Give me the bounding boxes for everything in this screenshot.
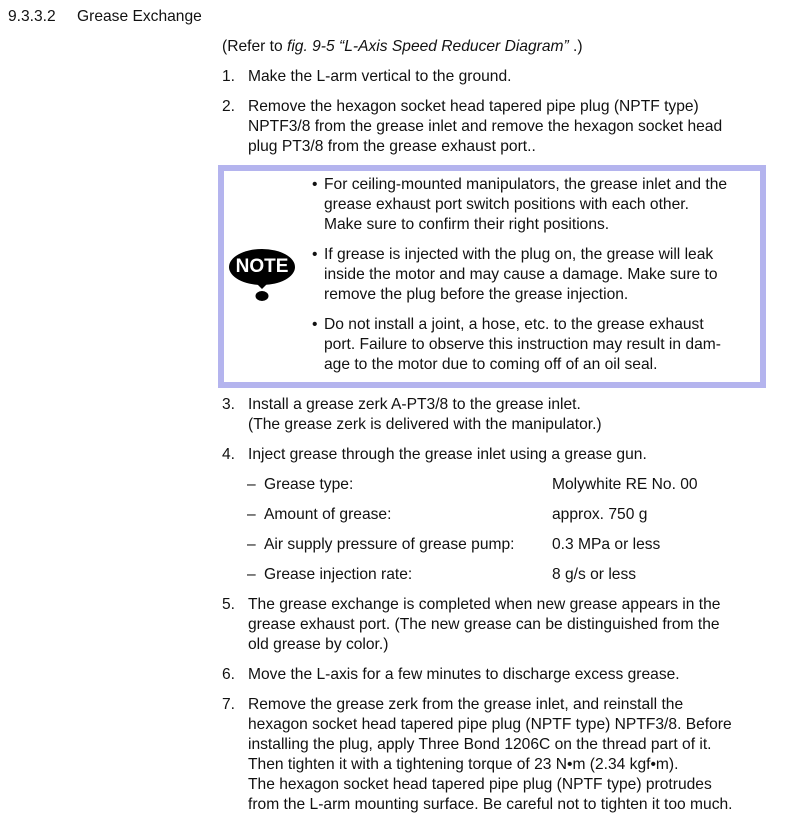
note-text: For ceiling-mounted manipulators, the grease inlet and the — [324, 176, 728, 193]
step-number: 1. — [222, 68, 236, 85]
step-text: NPTF3/8 from the grease inlet and remove the hexagon socket head — [248, 118, 723, 135]
note-text: inside the motor and may cause a damage. Make sure to — [324, 266, 718, 283]
spec-value: 0.3 MPa or less — [552, 536, 661, 553]
step-text: installing the plug, apply Three Bond 1206C on the thread part of it. — [248, 736, 712, 753]
note-text: Make sure to confirm their right positions. — [324, 216, 610, 233]
spec-value: 8 g/s or less — [552, 566, 637, 583]
step-number: 5. — [222, 596, 236, 613]
spec-label: Amount of grease: — [264, 506, 392, 523]
step-text: Make the L-arm vertical to the ground. — [248, 68, 512, 85]
spec-label: Air supply pressure of grease pump: — [264, 536, 515, 553]
figure-reference — [222, 37, 583, 57]
section-title: Grease Exchange — [77, 8, 202, 25]
note-label: NOTE — [235, 256, 289, 277]
spec-dash: – — [247, 566, 256, 583]
step-text: hexagon socket head tapered pipe plug (NPTF type) NPTF3/8. Before — [248, 716, 732, 733]
note-bullet: • — [312, 316, 318, 333]
step-number: 4. — [222, 446, 236, 463]
step-text: plug PT3/8 from the grease exhaust port.. — [248, 138, 536, 155]
spec-dash: – — [247, 506, 256, 523]
step-text: The grease exchange is completed when new grease appears in the — [248, 596, 721, 613]
spec-label: Grease type: — [264, 476, 354, 493]
step-text: from the L-arm mounting surface. Be careful not to tighten it too much. — [248, 796, 733, 813]
note-text: grease exhaust port switch positions with each other. — [324, 196, 689, 213]
step-number: 7. — [222, 696, 236, 713]
step-text: Remove the hexagon socket head tapered pipe plug (NPTF type) — [248, 98, 699, 115]
refer-prefix: (Refer to — [222, 38, 287, 55]
figure-link: fig. 9-5 — [287, 38, 335, 55]
step-text: Then tighten it with a tightening torque of 23 N•m (2.34 kgf•m). — [248, 756, 679, 773]
step-text: grease exhaust port. (The new grease can be distinguished from the — [248, 616, 720, 633]
step-text: The hexagon socket head tapered pipe plug (NPTF type) protrudes — [248, 776, 712, 793]
step-number: 2. — [222, 98, 236, 115]
refer-suffix: .) — [568, 38, 583, 55]
note-bullet: • — [312, 246, 318, 263]
note-text: age to the motor due to coming off of an oil seal. — [324, 356, 658, 373]
step-number: 6. — [222, 666, 236, 683]
step-text: (The grease zerk is delivered with the manipulator.) — [248, 416, 602, 433]
spec-value: Molywhite RE No. 00 — [552, 476, 698, 493]
note-bullet: • — [312, 176, 318, 193]
step-text: Remove the grease zerk from the grease inlet, and reinstall the — [248, 696, 684, 713]
figure-title: “L-Axis Speed Reducer Diagram” — [334, 38, 569, 55]
step-number: 3. — [222, 396, 236, 413]
step-text: old grease by color.) — [248, 636, 389, 653]
spec-dash: – — [247, 536, 256, 553]
spec-dash: – — [247, 476, 256, 493]
step-text: Move the L-axis for a few minutes to discharge excess grease. — [248, 666, 680, 683]
note-text: If grease is injected with the plug on, the grease will leak — [324, 246, 714, 263]
step-text: Install a grease zerk A-PT3/8 to the grease inlet. — [248, 396, 581, 413]
spec-value: approx. 750 g — [552, 506, 648, 523]
note-text: Do not install a joint, a hose, etc. to the grease exhaust — [324, 316, 704, 333]
spec-label: Grease injection rate: — [264, 566, 413, 583]
note-text: remove the plug before the grease injection. — [324, 286, 629, 303]
note-text: port. Failure to observe this instruction may result in dam- — [324, 336, 721, 353]
step-text: Inject grease through the grease inlet using a grease gun. — [248, 446, 647, 463]
section-number: 9.3.3.2 — [8, 8, 56, 25]
